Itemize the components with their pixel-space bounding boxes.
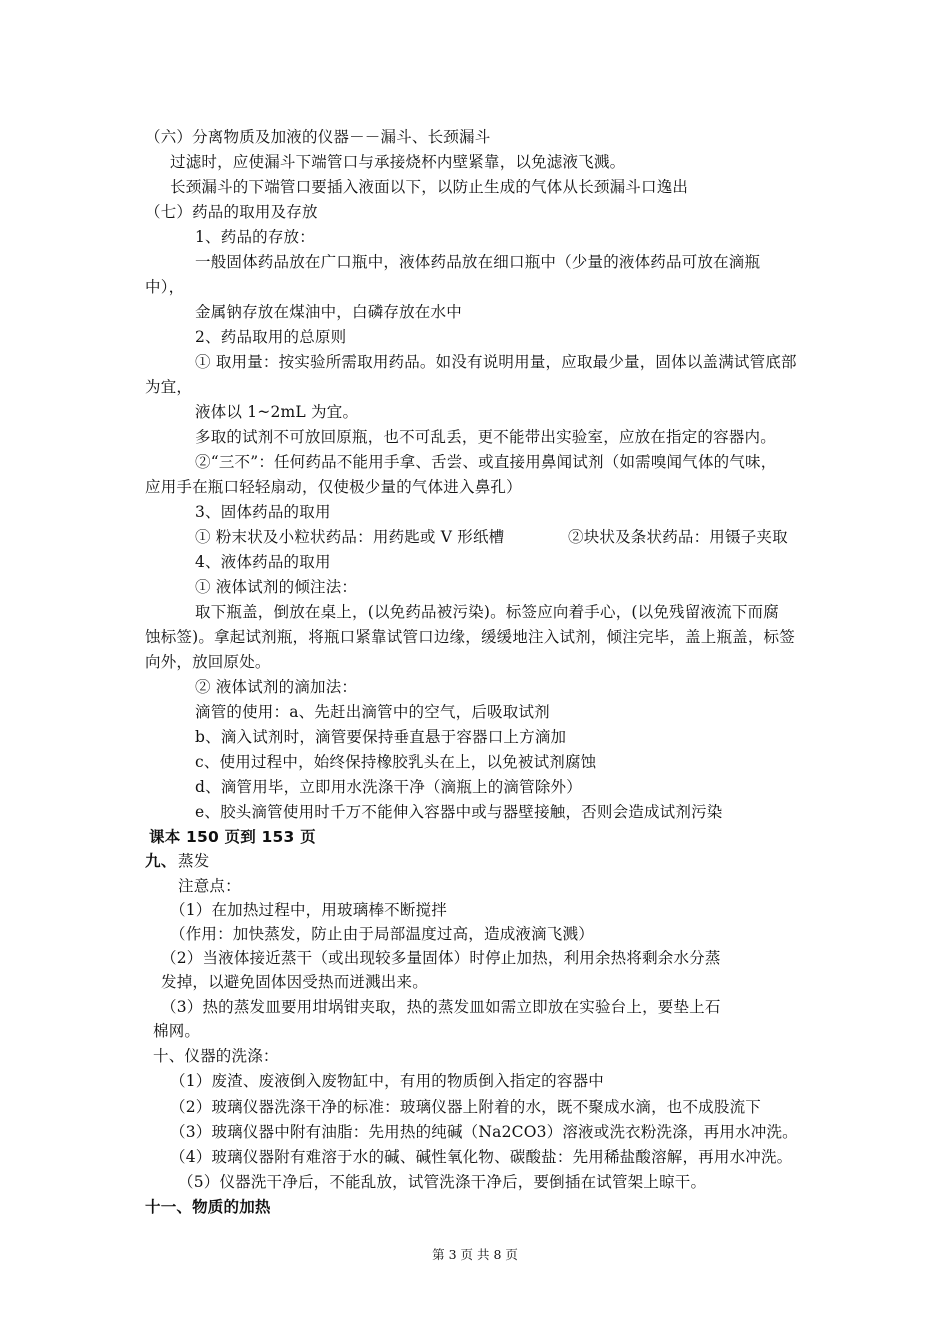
text-line: 为宜， bbox=[145, 378, 193, 396]
text-line: 金属钠存放在煤油中，白磷存放在水中 bbox=[195, 303, 462, 321]
text-line: 蚀标签)。拿起试剂瓶，将瓶口紧靠试管口边缘，缓缓地注入试剂，倾注完毕，盖上瓶盖，标签 bbox=[145, 628, 795, 646]
text-line: e、胶头滴管使用时千万不能伸入容器中或与器壁接触，否则会造成试剂污染 bbox=[195, 803, 723, 821]
text-line: 注意点： bbox=[178, 877, 241, 895]
text-line: ② 液体试剂的滴加法： bbox=[195, 678, 358, 696]
text-line: （2）当液体接近蒸干（或出现较多量固体）时停止加热，利用余热将剩余水分蒸 bbox=[161, 949, 721, 967]
section-number: 九、 bbox=[145, 852, 177, 870]
heading-heating: 十一、物质的加热 bbox=[145, 1198, 271, 1216]
text-line: （作用：加快蒸发，防止由于局部温度过高，造成液滴飞溅） bbox=[170, 925, 594, 943]
text-line: （3）热的蒸发皿要用坩埚钳夹取，热的蒸发皿如需立即放在实验台上，要垫上石 bbox=[161, 998, 721, 1016]
text-line: ②“三不”：任何药品不能用手拿、舌尝、或直接用鼻闻试剂（如需嗅闻气体的气味， bbox=[195, 453, 777, 471]
text-line: c、使用过程中，始终保持橡胶乳头在上，以免被试剂腐蚀 bbox=[195, 753, 597, 771]
text-line: 过滤时，应使漏斗下端管口与承接烧杯内壁紧靠，以免滤液飞溅。 bbox=[170, 153, 626, 171]
text-line: （2）玻璃仪器洗涤干净的标准：玻璃仪器上附着的水，既不聚成水滴，也不成股流下 bbox=[170, 1098, 761, 1116]
text-line: 一般固体药品放在广口瓶中，液体药品放在细口瓶中（少量的液体药品可放在滴瓶 bbox=[195, 253, 761, 271]
page-footer: 第 3 页 共 8 页 bbox=[432, 1247, 518, 1262]
text-line: ① 取用量：按实验所需取用药品。如没有说明用量，应取最少量，固体以盖满试管底部 bbox=[195, 353, 797, 371]
text-line: b、滴入试剂时，滴管要保持垂直悬于容器口上方滴加 bbox=[195, 728, 567, 746]
text-line: 多取的试剂不可放回原瓶，也不可乱丢，更不能带出实验室，应放在指定的容器内。 bbox=[195, 428, 776, 446]
subheading: 2、药品取用的总原则 bbox=[195, 328, 347, 346]
text-line: 发掉，以避免固体因受热而迸溅出来。 bbox=[161, 973, 428, 991]
text-line: d、滴管用毕，立即用水洗涤干净（滴瓶上的滴管除外） bbox=[195, 778, 582, 796]
subheading: 4、液体药品的取用 bbox=[195, 553, 331, 571]
text-line: （4）玻璃仪器附有难溶于水的碱、碱性氧化物、碳酸盐：先用稀盐酸溶解，再用水冲洗。 bbox=[170, 1148, 793, 1166]
heading-reagent-handling: （七）药品的取用及存放 bbox=[145, 203, 318, 221]
text-line: ① 粉末状及小粒状药品：用药匙或 V 形纸槽 bbox=[195, 528, 505, 546]
heading-separation-instruments: （六）分离物质及加液的仪器－－漏斗、长颈漏斗 bbox=[145, 128, 491, 146]
text-line: ① 液体试剂的倾注法： bbox=[195, 578, 358, 596]
textbook-reference: 课本 150 页到 153 页 bbox=[149, 828, 316, 846]
text-line: 应用手在瓶口轻轻扇动，仅使极少量的气体进入鼻孔） bbox=[145, 478, 522, 496]
text-line: （3）玻璃仪器中附有油脂：先用热的纯碱（Na2CO3）溶液或洗衣粉洗涤，再用水冲洗。 bbox=[170, 1123, 798, 1141]
text-line: 长颈漏斗的下端管口要插入液面以下，以防止生成的气体从长颈漏斗口逸出 bbox=[170, 178, 689, 196]
text-line: ②块状及条状药品：用镊子夹取 bbox=[568, 528, 788, 546]
text-line: 中）， bbox=[145, 278, 185, 296]
text-line: 取下瓶盖，倒放在桌上，(以免药品被污染)。标签应向着手心，(以免残留液流下而腐 bbox=[195, 603, 779, 621]
text-line: （1）废渣、废液倒入废物缸中，有用的物质倒入指定的容器中 bbox=[170, 1072, 604, 1090]
heading-washing: 十、仪器的洗涤： bbox=[153, 1047, 279, 1065]
text-line: （5）仪器洗干净后，不能乱放，试管洗涤干净后，要倒插在试管架上晾干。 bbox=[178, 1173, 707, 1191]
text-line: 滴管的使用：a、先赶出滴管中的空气，后吸取试剂 bbox=[195, 703, 550, 721]
text-line: 液体以 1~2mL 为宜。 bbox=[195, 403, 359, 421]
subheading: 1、药品的存放： bbox=[195, 228, 315, 246]
text-line: 向外，放回原处。 bbox=[145, 653, 271, 671]
text-line: 棉网。 bbox=[153, 1022, 201, 1040]
heading-evaporation: 蒸发 bbox=[178, 852, 210, 870]
subheading: 3、固体药品的取用 bbox=[195, 503, 331, 521]
text-line: （1）在加热过程中，用玻璃棒不断搅拌 bbox=[170, 901, 447, 919]
